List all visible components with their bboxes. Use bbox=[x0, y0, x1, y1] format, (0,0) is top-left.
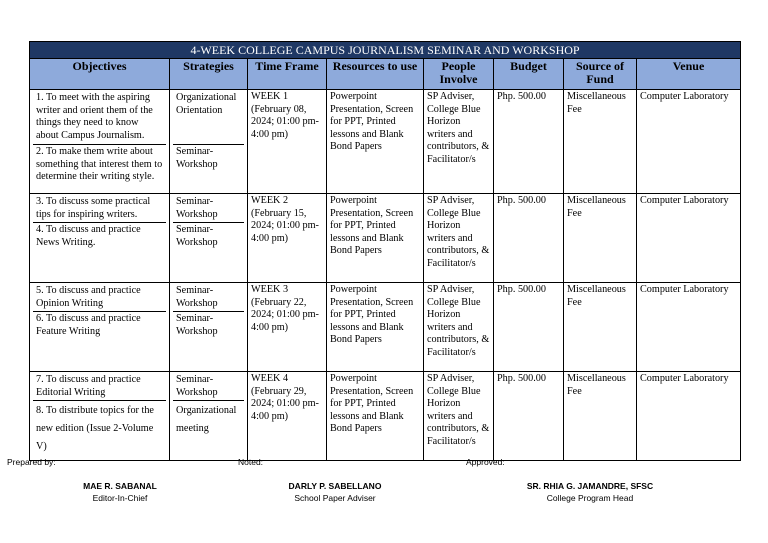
budget-cell: Php. 500.00 bbox=[494, 90, 564, 194]
noted-by-name: DARLY P. SABELLANO bbox=[288, 481, 382, 491]
strategy-text: Seminar-Workshop bbox=[176, 313, 218, 337]
header-objectives: Objectives bbox=[30, 59, 170, 90]
source-of-fund-cell: Miscellaneous Fee bbox=[564, 90, 637, 194]
header-time-frame: Time Frame bbox=[248, 59, 327, 90]
time-frame-cell: WEEK 3 (February 22, 2024; 01:00 pm- 4:00 pm) bbox=[248, 283, 327, 372]
strategies-cell bbox=[170, 194, 248, 283]
strategies-cell bbox=[170, 90, 248, 194]
resources-cell: Powerpoint Presentation, Screen for PPT, Printed lessons and Blank Bond Papers bbox=[327, 194, 424, 283]
objective-text: 1. To meet with the aspiring writer and orient them of the things they need to know about Campus Journalism. bbox=[33, 91, 166, 145]
header-row bbox=[30, 59, 741, 90]
resources-cell: Powerpoint Presentation, Screen for PPT, Printed lessons and Blank Bond Papers bbox=[327, 283, 424, 372]
strategy-text: Organizational Orientation bbox=[173, 91, 244, 145]
source-of-fund-cell: Miscellaneous Fee bbox=[564, 372, 637, 461]
strategies-cell bbox=[170, 283, 248, 372]
objectives-cell bbox=[30, 372, 170, 461]
resources-cell: Powerpoint Presentation, Screen for PPT, Printed lessons and Blank Bond Papers bbox=[327, 90, 424, 194]
time-frame-cell: WEEK 4 (February 29, 2024; 01:00 pm- 4:00 pm) bbox=[248, 372, 327, 461]
strategy-text: Seminar-Workshop bbox=[176, 224, 218, 248]
venue-cell: Computer Laboratory bbox=[637, 372, 741, 461]
header-resources: Resources to use bbox=[327, 59, 424, 90]
objective-text: 2. To make them write about something that interest them to determine their writing style. bbox=[36, 146, 163, 183]
table-row bbox=[30, 194, 741, 283]
time-frame-cell: WEEK 2 (February 15, 2024; 01:00 pm- 4:00 pm) bbox=[248, 194, 327, 283]
seminar-plan-table bbox=[29, 41, 741, 461]
venue-cell: Computer Laboratory bbox=[637, 194, 741, 283]
budget-cell: Php. 500.00 bbox=[494, 283, 564, 372]
budget-cell: Php. 500.00 bbox=[494, 194, 564, 283]
strategy-text: Organizational meeting bbox=[176, 405, 237, 435]
approved-by-role: College Program Head bbox=[546, 493, 634, 503]
source-of-fund-cell: Miscellaneous Fee bbox=[564, 283, 637, 372]
header-people: People Involve bbox=[424, 59, 494, 90]
table-row bbox=[30, 372, 741, 461]
people-cell: SP Adviser, College Blue Horizon writers and contributors, & Facilitator/s bbox=[424, 372, 494, 461]
venue-cell: Computer Laboratory bbox=[637, 90, 741, 194]
prepared-by-role: Editor-In-Chief bbox=[92, 493, 148, 503]
title-row bbox=[30, 42, 741, 59]
prepared-by-label: Prepared by: bbox=[7, 457, 56, 467]
approved-by-name: SR. RHIA G. JAMANDRE, SFSC bbox=[526, 481, 654, 491]
approved-label: Approved: bbox=[466, 457, 505, 467]
strategies-cell bbox=[170, 372, 248, 461]
objective-text: 4. To discuss and practice News Writing. bbox=[36, 224, 141, 248]
objective-text: 8. To distribute topics for the new edition (Issue 2-Volume V) bbox=[36, 405, 154, 453]
people-cell: SP Adviser, College Blue Horizon writers and contributors, & Facilitator/s bbox=[424, 283, 494, 372]
objective-text: 7. To discuss and practice Editorial Writing bbox=[33, 373, 166, 401]
objectives-cell bbox=[30, 90, 170, 194]
people-cell: SP Adviser, College Blue Horizon writers and contributors, & Facilitator/s bbox=[424, 90, 494, 194]
people-cell: SP Adviser, College Blue Horizon writers and contributors, & Facilitator/s bbox=[424, 194, 494, 283]
header-budget: Budget bbox=[494, 59, 564, 90]
table-title: 4-WEEK COLLEGE CAMPUS JOURNALISM SEMINAR AND WORKSHOP bbox=[30, 42, 741, 59]
venue-cell: Computer Laboratory bbox=[637, 283, 741, 372]
strategy-text: Seminar-Workshop bbox=[173, 373, 244, 401]
time-frame-cell: WEEK 1 (February 08, 2024; 01:00 pm- 4:00 pm) bbox=[248, 90, 327, 194]
objective-text: 5. To discuss and practice Opinion Writing bbox=[33, 284, 166, 312]
strategy-text: Seminar-Workshop bbox=[173, 284, 244, 312]
header-strategies: Strategies bbox=[170, 59, 248, 90]
resources-cell: Powerpoint Presentation, Screen for PPT, Printed lessons and Blank Bond Papers bbox=[327, 372, 424, 461]
prepared-by-name: MAE R. SABANAL bbox=[83, 481, 157, 491]
header-source-of-fund: Source of Fund bbox=[564, 59, 637, 90]
objectives-cell bbox=[30, 194, 170, 283]
strategy-text: Seminar-Workshop bbox=[176, 146, 218, 170]
strategy-text: Seminar-Workshop bbox=[173, 195, 244, 223]
objective-text: 3. To discuss some practical tips for inspiring writers. bbox=[33, 195, 166, 223]
source-of-fund-cell: Miscellaneous Fee bbox=[564, 194, 637, 283]
objective-text: 6. To discuss and practice Feature Writing bbox=[36, 313, 141, 337]
table-row bbox=[30, 90, 741, 194]
noted-by-role: School Paper Adviser bbox=[294, 493, 376, 503]
objectives-cell bbox=[30, 283, 170, 372]
budget-cell: Php. 500.00 bbox=[494, 372, 564, 461]
noted-label: Noted: bbox=[238, 457, 264, 467]
header-venue: Venue bbox=[637, 59, 741, 90]
table-row bbox=[30, 283, 741, 372]
